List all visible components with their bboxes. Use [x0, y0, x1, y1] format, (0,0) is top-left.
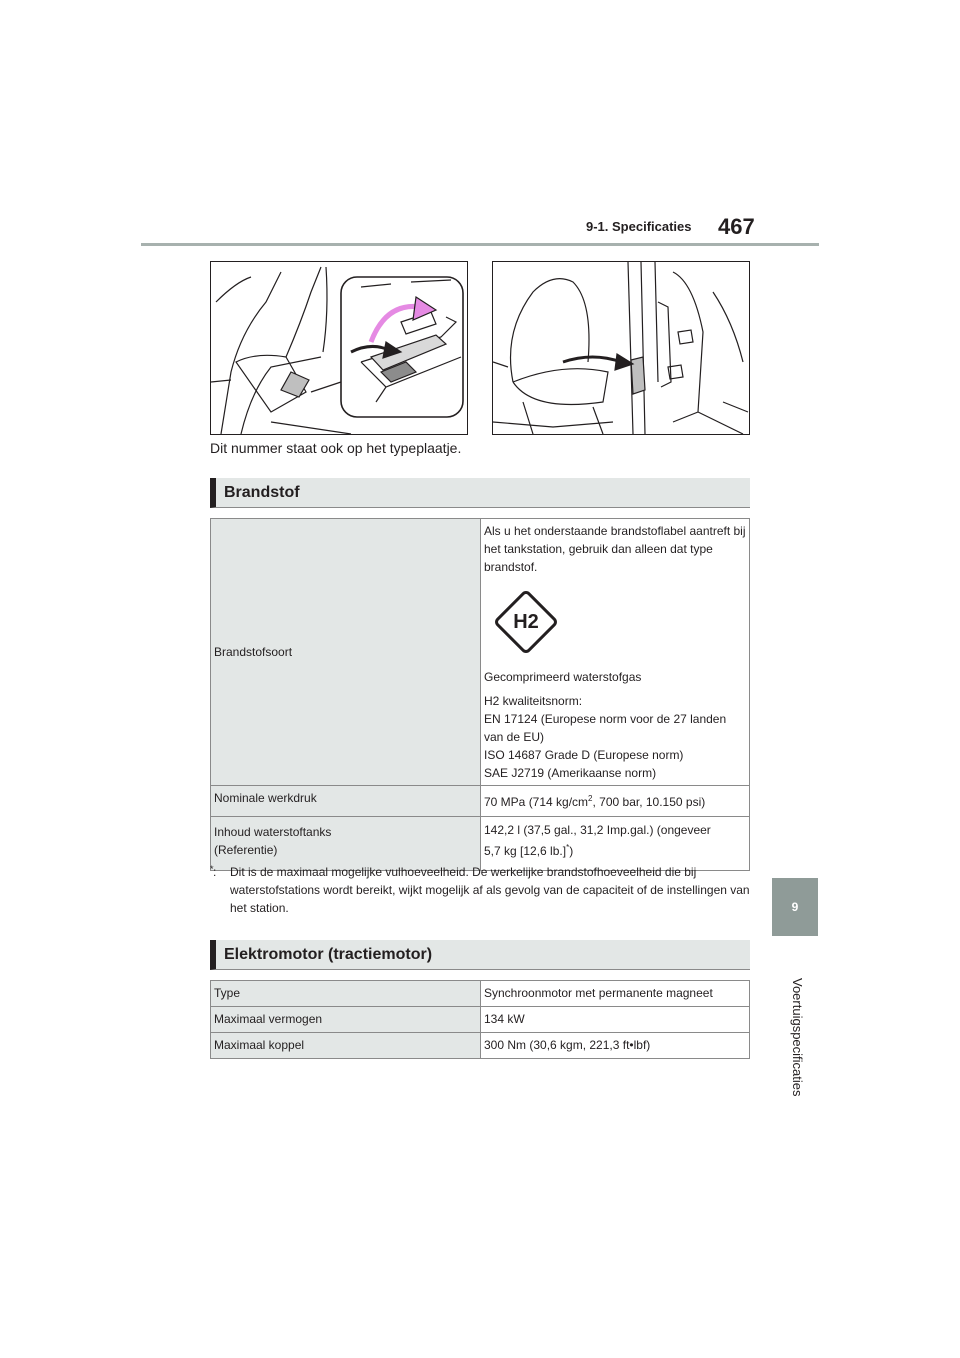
- motor-type-value: Synchroonmotor met permanente magneet: [481, 981, 750, 1007]
- footnote-text: Dit is de maximaal mogelijke vulhoeveelheid. De werkelijke brandstofhoeveelheid die bij waterstofstations wordt bereikt, wijkt mogelijk af als gevolg van de capaciteit of de instellingen van het station.: [230, 865, 750, 915]
- motor-power-value: 134 kW: [481, 1007, 750, 1033]
- motor-power-label: Maximaal vermogen: [211, 1007, 481, 1033]
- table-row: [211, 1007, 750, 1033]
- chapter-tab: [772, 878, 818, 936]
- quality-norm: ISO 14687 Grade D (Europese norm): [484, 748, 684, 762]
- footnote-colon: :: [213, 865, 217, 879]
- door-pillar-illustration: [492, 261, 750, 435]
- motor-torque-label: Maximaal koppel: [211, 1033, 481, 1059]
- tank-footnote-marker: *: [566, 843, 570, 852]
- pressure-value: [481, 786, 750, 817]
- pressure-label: Nominale werkdruk: [211, 786, 481, 817]
- footnote: [210, 863, 750, 917]
- chapter-label: Voertuigspecificaties: [790, 978, 805, 1097]
- section-title: 9-1. Specificaties: [586, 219, 692, 234]
- motor-section-heading: Elektromotor (tractiemotor): [210, 940, 750, 970]
- tank-value-text: 5,7 kg [12,6 lb.]: [484, 844, 567, 858]
- tank-value-text: ): [569, 844, 574, 858]
- motor-torque-value: 300 Nm (30,6 kgm, 221,3 ft•lbf): [481, 1033, 750, 1059]
- quality-norm: SAE J2719 (Amerikaanse norm): [484, 766, 657, 780]
- chapter-number: 9: [791, 900, 799, 914]
- tank-value-line: [484, 842, 746, 860]
- page-number: 467: [718, 214, 755, 239]
- figure-caption: Dit nummer staat ook op het typeplaatje.: [210, 440, 462, 456]
- fuel-spec-table: [210, 518, 750, 871]
- quality-title: H2 kwaliteitsnorm:: [484, 694, 583, 708]
- motor-spec-table: [210, 980, 750, 1059]
- fuel-type-value: [481, 519, 750, 786]
- fuel-section-heading: Brandstof: [210, 478, 750, 508]
- seat-illustration: [210, 261, 468, 435]
- tank-value-line: 142,2 l (37,5 gal., 31,2 Imp.gal.) (ongeveer: [484, 823, 711, 837]
- h2-fuel-badge: [490, 586, 562, 658]
- fuel-type-label: Brandstofsoort: [211, 519, 481, 786]
- table-row: [211, 519, 750, 786]
- table-row: [211, 981, 750, 1007]
- footnote-marker: *: [210, 864, 214, 874]
- h2-badge-text: H2: [513, 611, 539, 633]
- tank-label-line: Inhoud waterstoftanks: [214, 825, 332, 839]
- table-row: [211, 786, 750, 817]
- pressure-value-text: , 700 bar, 10.150 psi): [592, 795, 706, 809]
- quality-norm: EN 17124 (Europese norm voor de 27 landen van de EU): [484, 712, 727, 744]
- pressure-superscript: 2: [588, 794, 593, 803]
- fuel-type-intro: Als u het onderstaande brandstoflabel aantreft bij het tankstation, gebruik dan alleen dat type brandstof.: [484, 524, 746, 574]
- fuel-gas-type: Gecomprimeerd waterstofgas: [484, 670, 642, 684]
- pressure-value-text: 70 MPa (714 kg/cm: [484, 795, 589, 809]
- table-row: [211, 1033, 750, 1059]
- motor-type-label: Type: [211, 981, 481, 1007]
- tank-label-line: (Referentie): [214, 843, 278, 857]
- header-rule: [141, 243, 819, 246]
